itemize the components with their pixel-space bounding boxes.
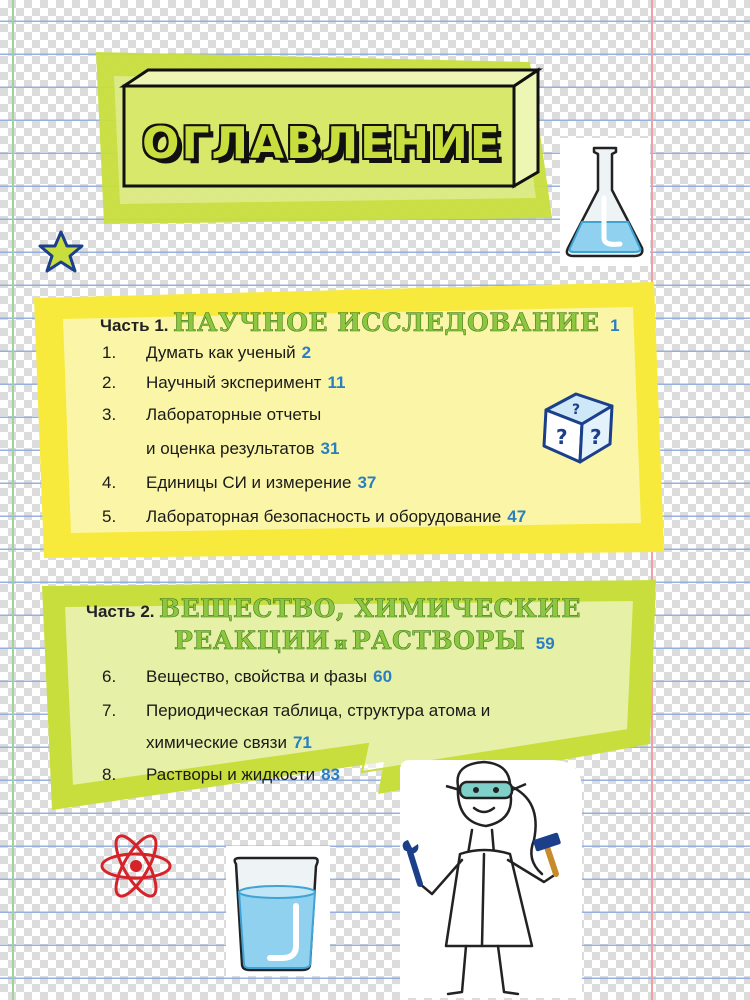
toc-item-page: 37 — [357, 473, 377, 492]
toc-item[interactable] — [102, 666, 392, 688]
part1-panel — [30, 272, 668, 564]
atom-icon — [98, 828, 174, 904]
toc-item-page: 60 — [373, 667, 393, 686]
svg-text:?: ? — [572, 402, 581, 418]
toc-item-page: 71 — [292, 733, 312, 752]
toc-item-number: 6. — [102, 667, 117, 686]
toc-item-page: 31 — [320, 439, 340, 458]
flask-icon — [560, 138, 650, 266]
part2-heading — [86, 594, 581, 623]
toc-item-text: Научный эксперимент — [146, 373, 322, 392]
part1-heading — [100, 308, 620, 337]
toc-item-page: 11 — [327, 373, 346, 392]
toc-item-number: 1. — [102, 343, 117, 362]
part1-page: 1 — [610, 316, 620, 335]
toc-item-text: химические связи — [146, 733, 287, 752]
part2-label: Часть 2. — [86, 602, 155, 621]
toc-item-text: Периодическая таблица, структура атома и — [146, 701, 491, 720]
toc-item[interactable] — [102, 372, 345, 394]
toc-item[interactable] — [102, 342, 311, 364]
toc-item-text: Лабораторные отчеты — [146, 405, 322, 424]
toc-item-continuation[interactable] — [102, 732, 312, 754]
toc-item-number: 4. — [102, 473, 117, 492]
toc-item-text: Единицы СИ и измерение — [146, 473, 352, 492]
scientist-icon — [376, 756, 586, 998]
part2-heading-line2 — [174, 626, 555, 655]
toc-item-page: 83 — [321, 765, 341, 784]
toc-item[interactable] — [102, 506, 526, 528]
toc-item[interactable] — [102, 764, 340, 786]
part1-label: Часть 1. — [100, 316, 169, 335]
page-title: ОГЛАВЛЕНИЕ — [142, 118, 502, 169]
toc-item[interactable] — [102, 472, 376, 494]
toc-item-text: и оценка результатов — [146, 439, 315, 458]
toc-item-text: Вещество, свойства и фазы — [146, 667, 368, 686]
beaker-icon — [226, 846, 330, 976]
toc-item[interactable] — [102, 700, 490, 722]
title-box — [90, 48, 560, 228]
toc-item-number: 7. — [102, 701, 117, 720]
part2-title-line2a: РЕАКЦИИ — [174, 626, 330, 655]
svg-text:?: ? — [590, 425, 602, 449]
toc-item-number: 3. — [102, 405, 117, 424]
part2-page: 59 — [535, 634, 555, 653]
star-icon — [38, 230, 84, 274]
left-margin-line — [12, 0, 14, 1000]
toc-item-text: Лабораторная безопасность и оборудование — [146, 507, 502, 526]
toc-item-page: 2 — [301, 343, 312, 362]
part2-title-line2b: РАСТВОРЫ — [351, 626, 526, 655]
part2-title-line1: ВЕЩЕСТВО, ХИМИЧЕСКИЕ — [158, 594, 581, 623]
toc-item-continuation[interactable] — [102, 438, 339, 460]
toc-item-number: 8. — [102, 765, 117, 784]
question-cube-icon — [536, 384, 620, 468]
toc-item-text: Думать как ученый — [146, 343, 296, 362]
toc-item-number: 5. — [102, 507, 117, 526]
toc-item-number: 2. — [102, 373, 117, 392]
toc-item-text: Растворы и жидкости — [146, 765, 316, 784]
part2-title-conjunction: и — [334, 634, 348, 654]
part1-title: НАУЧНОЕ ИССЛЕДОВАНИЕ — [172, 308, 600, 337]
toc-item-page: 47 — [507, 507, 527, 526]
svg-text:?: ? — [556, 425, 568, 449]
toc-item[interactable] — [102, 404, 321, 426]
